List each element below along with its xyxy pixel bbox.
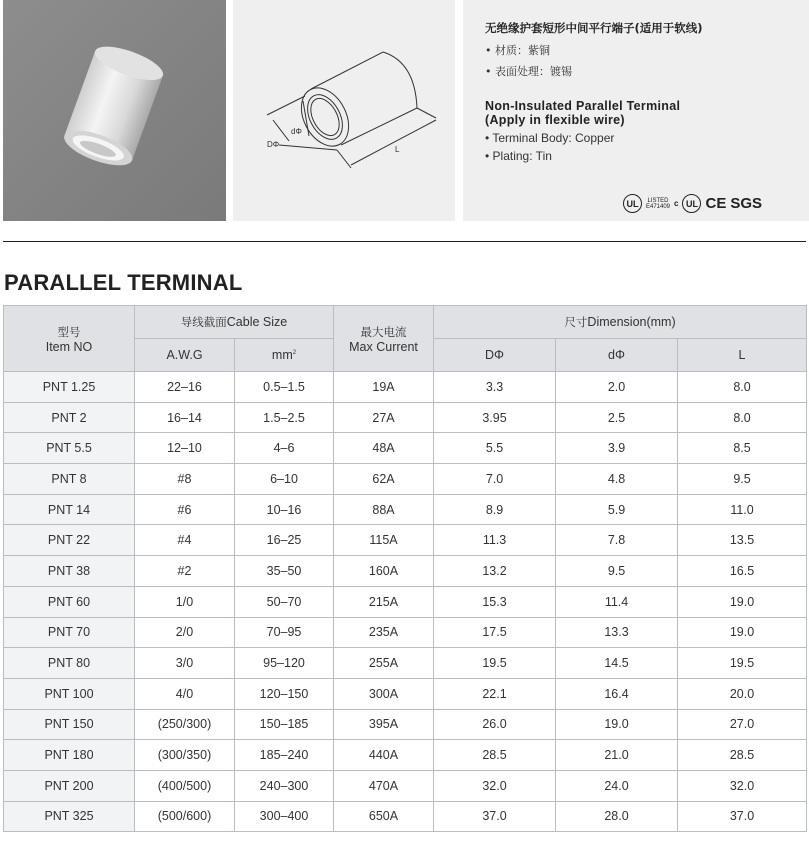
table-row [4, 525, 807, 556]
c-mark: c [674, 199, 679, 208]
sgs-mark-icon: SGS [730, 195, 763, 212]
spec-plating-cn: • 表面处理：镀锡 [485, 65, 572, 78]
top-divider [3, 241, 806, 242]
cell-max-current: 27A [334, 402, 434, 433]
cell-inner-diameter: 9.5 [556, 556, 678, 587]
spec-title-en [485, 99, 809, 127]
length-label: L [395, 145, 400, 154]
cell-inner-diameter: 3.9 [556, 433, 678, 464]
table-row [4, 709, 807, 740]
cell-inner-diameter: 16.4 [556, 678, 678, 709]
cell-awg: #8 [135, 464, 235, 495]
cell-outer-diameter: 15.3 [434, 586, 556, 617]
cell-length: 8.5 [678, 433, 807, 464]
header-length: L [678, 339, 807, 372]
cell-max-current: 470A [334, 770, 434, 801]
cell-item-no: PNT 150 [4, 709, 135, 740]
cell-inner-diameter: 14.5 [556, 648, 678, 679]
cell-max-current: 48A [334, 433, 434, 464]
cell-cable-mm2: 240–300 [235, 770, 334, 801]
cell-max-current: 115A [334, 525, 434, 556]
header-current-en: Max Current [349, 339, 418, 354]
cell-item-no: PNT 60 [4, 586, 135, 617]
header-current-cn: 最大电流 [360, 324, 407, 339]
cell-max-current: 88A [334, 494, 434, 525]
cell-cable-mm2: 300–400 [235, 801, 334, 832]
cell-length: 32.0 [678, 770, 807, 801]
cell-outer-diameter: 5.5 [434, 433, 556, 464]
header-mm2 [235, 339, 334, 372]
cell-outer-diameter: 13.2 [434, 556, 556, 587]
cell-awg: #4 [135, 525, 235, 556]
cell-max-current: 19A [334, 372, 434, 403]
cell-outer-diameter: 11.3 [434, 525, 556, 556]
table-row [4, 770, 807, 801]
cell-max-current: 395A [334, 709, 434, 740]
cell-inner-diameter: 2.5 [556, 402, 678, 433]
table-row [4, 586, 807, 617]
table-row [4, 556, 807, 587]
cell-length: 19.0 [678, 617, 807, 648]
cell-awg: (300/350) [135, 740, 235, 771]
header-cable-cn: 导线截面 [180, 315, 227, 329]
cell-item-no: PNT 38 [4, 556, 135, 587]
cell-inner-diameter: 2.0 [556, 372, 678, 403]
cell-item-no: PNT 200 [4, 770, 135, 801]
header-dim-en: Dimension(mm) [587, 315, 676, 329]
spec-table [3, 305, 807, 832]
ul-listed-mark [646, 198, 670, 210]
listed-text: LISTED [647, 197, 669, 204]
cell-max-current: 160A [334, 556, 434, 587]
cell-cable-mm2: 185–240 [235, 740, 334, 771]
header-dim-cn: 尺寸 [564, 315, 588, 329]
table-row [4, 740, 807, 771]
cell-length: 8.0 [678, 402, 807, 433]
cell-item-no: PNT 5.5 [4, 433, 135, 464]
header-item-en: Item NO [45, 339, 93, 354]
cell-inner-diameter: 11.4 [556, 586, 678, 617]
cell-outer-diameter: 3.3 [434, 372, 556, 403]
file-number: E471409 [646, 203, 671, 210]
spec-title-cn: 无绝缘护套短形中间平行端子(适用于软线) [485, 21, 703, 35]
cell-length: 8.0 [678, 372, 807, 403]
header-mm-sup: 2 [292, 349, 297, 356]
cell-outer-diameter: 37.0 [434, 801, 556, 832]
terminal-dimension-drawing [233, 0, 455, 221]
cell-awg: 2/0 [135, 617, 235, 648]
cell-outer-diameter: 32.0 [434, 770, 556, 801]
cell-cable-mm2: 50–70 [235, 586, 334, 617]
cell-length: 11.0 [678, 494, 807, 525]
table-row [4, 678, 807, 709]
terminal-photo-illustration [3, 0, 226, 221]
header-mm-unit: mm [271, 348, 293, 362]
cell-item-no: PNT 8 [4, 464, 135, 495]
cell-cable-mm2: 16–25 [235, 525, 334, 556]
cell-item-no: PNT 14 [4, 494, 135, 525]
cell-inner-diameter: 4.8 [556, 464, 678, 495]
table-row [4, 494, 807, 525]
ul-logo-icon: UL [623, 194, 642, 213]
cell-cable-mm2: 120–150 [235, 678, 334, 709]
cell-length: 19.0 [678, 586, 807, 617]
cell-cable-mm2: 1.5–2.5 [235, 402, 334, 433]
cell-length: 27.0 [678, 709, 807, 740]
cell-awg: #2 [135, 556, 235, 587]
cell-item-no: PNT 2 [4, 402, 135, 433]
cell-cable-mm2: 0.5–1.5 [235, 372, 334, 403]
cell-max-current: 215A [334, 586, 434, 617]
cell-outer-diameter: 26.0 [434, 709, 556, 740]
cell-cable-mm2: 150–185 [235, 709, 334, 740]
cell-item-no: PNT 22 [4, 525, 135, 556]
cell-length: 28.5 [678, 740, 807, 771]
cell-awg: (500/600) [135, 801, 235, 832]
header-item-cn: 型号 [57, 324, 81, 339]
cell-length: 19.5 [678, 648, 807, 679]
cell-inner-diameter: 5.9 [556, 494, 678, 525]
cell-outer-diameter: 19.5 [434, 648, 556, 679]
cell-awg: 3/0 [135, 648, 235, 679]
cell-outer-diameter: 28.5 [434, 740, 556, 771]
cell-awg: #6 [135, 494, 235, 525]
inner-diameter-label: dΦ [291, 127, 302, 136]
cell-inner-diameter: 7.8 [556, 525, 678, 556]
cell-cable-mm2: 4–6 [235, 433, 334, 464]
spec-panel [463, 0, 809, 221]
header-inner-diameter: dΦ [556, 339, 678, 372]
header-outer-diameter: DΦ [434, 339, 556, 372]
cell-outer-diameter: 8.9 [434, 494, 556, 525]
cell-outer-diameter: 7.0 [434, 464, 556, 495]
cell-cable-mm2: 95–120 [235, 648, 334, 679]
cell-inner-diameter: 24.0 [556, 770, 678, 801]
cell-item-no: PNT 325 [4, 801, 135, 832]
cell-cable-mm2: 35–50 [235, 556, 334, 587]
table-row [4, 801, 807, 832]
cell-item-no: PNT 100 [4, 678, 135, 709]
outer-diameter-label: DΦ [267, 140, 280, 149]
cell-inner-diameter: 21.0 [556, 740, 678, 771]
cell-item-no: PNT 1.25 [4, 372, 135, 403]
cell-max-current: 650A [334, 801, 434, 832]
table-row [4, 372, 807, 403]
product-photo [3, 0, 226, 221]
spec-title-en-line1: Non-Insulated Parallel Terminal [485, 99, 681, 113]
cell-length: 13.5 [678, 525, 807, 556]
header-item-no [4, 306, 135, 372]
cell-awg: (400/500) [135, 770, 235, 801]
cell-item-no: PNT 80 [4, 648, 135, 679]
cell-max-current: 62A [334, 464, 434, 495]
cell-cable-mm2: 6–10 [235, 464, 334, 495]
spec-plating-en: • Plating: Tin [485, 149, 552, 163]
cell-max-current: 235A [334, 617, 434, 648]
spec-material-en: • Terminal Body: Copper [485, 131, 615, 145]
ce-mark-icon: CE [705, 195, 727, 212]
cell-inner-diameter: 13.3 [556, 617, 678, 648]
table-row [4, 433, 807, 464]
spec-title-en-line2: (Apply in flexible wire) [485, 113, 625, 127]
cell-item-no: PNT 180 [4, 740, 135, 771]
cell-outer-diameter: 22.1 [434, 678, 556, 709]
cul-logo-icon: UL [682, 194, 701, 213]
cell-length: 16.5 [678, 556, 807, 587]
header-cable-size [135, 306, 334, 339]
table-row [4, 617, 807, 648]
spec-material-cn: • 材质：紫铜 [485, 44, 550, 57]
table-row [4, 402, 807, 433]
cell-length: 9.5 [678, 464, 807, 495]
section-title: PARALLEL TERMINAL [4, 270, 243, 295]
cell-length: 37.0 [678, 801, 807, 832]
certification-logos [623, 194, 762, 213]
cell-item-no: PNT 70 [4, 617, 135, 648]
cell-max-current: 300A [334, 678, 434, 709]
cell-max-current: 440A [334, 740, 434, 771]
cell-awg: 16–14 [135, 402, 235, 433]
cell-inner-diameter: 19.0 [556, 709, 678, 740]
cell-awg: 4/0 [135, 678, 235, 709]
table-row [4, 648, 807, 679]
cell-inner-diameter: 28.0 [556, 801, 678, 832]
header-awg: A.W.G [135, 339, 235, 372]
cell-outer-diameter: 3.95 [434, 402, 556, 433]
cell-awg: 12–10 [135, 433, 235, 464]
header-dimension [434, 306, 807, 339]
cell-awg: 22–16 [135, 372, 235, 403]
cell-awg: 1/0 [135, 586, 235, 617]
cell-cable-mm2: 70–95 [235, 617, 334, 648]
cell-awg: (250/300) [135, 709, 235, 740]
cell-cable-mm2: 10–16 [235, 494, 334, 525]
cell-outer-diameter: 17.5 [434, 617, 556, 648]
header-max-current [334, 306, 434, 372]
table-row [4, 464, 807, 495]
technical-drawing [233, 0, 455, 221]
cell-max-current: 255A [334, 648, 434, 679]
header-cable-en: Cable Size [226, 315, 288, 329]
cell-length: 20.0 [678, 678, 807, 709]
